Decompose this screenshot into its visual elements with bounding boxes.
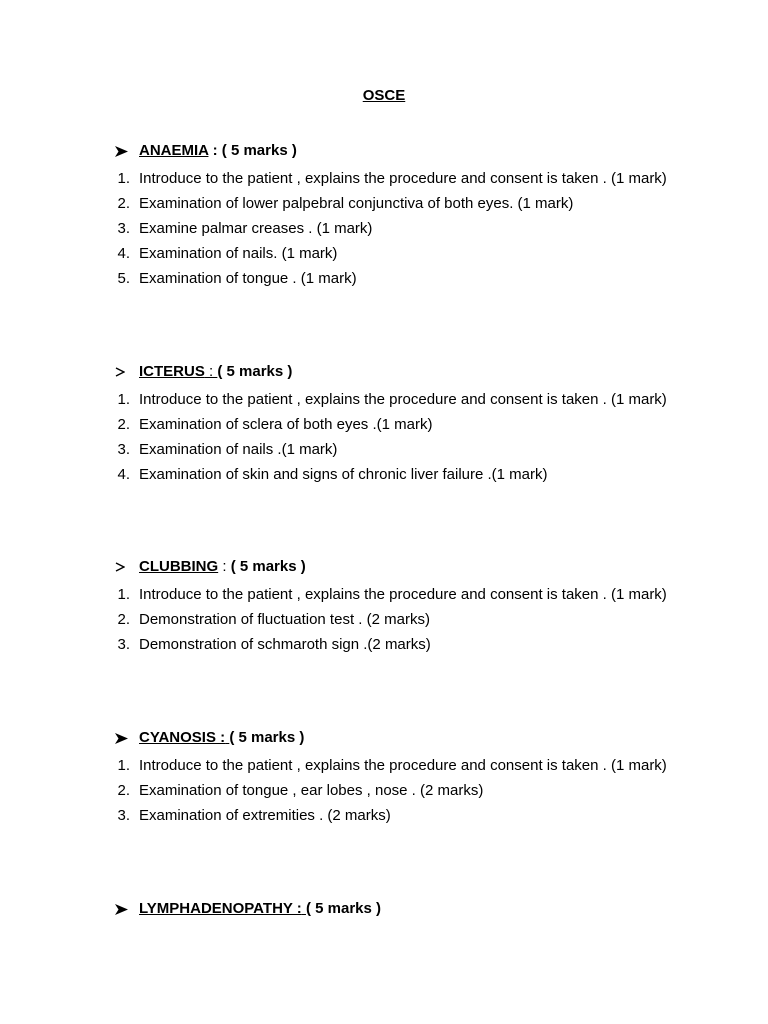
- document-title: OSCE: [362, 87, 406, 104]
- section-items: [0, 753, 768, 828]
- section-marks: ( 5 marks ): [221, 142, 297, 159]
- list-item: 2. Examination of sclera of both eyes .(1 mark): [0, 412, 768, 437]
- list-item: 1. Introduce to the patient , explains the procedure and consent is taken . (1 mark): [0, 387, 768, 412]
- list-item: 3. Examination of nails .(1 mark): [0, 437, 768, 462]
- list-item: 2. Examination of tongue , ear lobes , nose . (2 marks): [0, 778, 768, 803]
- section-marks: ( 5 marks ): [229, 729, 305, 746]
- item-number: 4.: [117, 245, 130, 262]
- section-heading: [0, 728, 768, 748]
- item-number: 4.: [117, 466, 130, 483]
- section-items: [0, 166, 768, 291]
- section-heading: [0, 141, 768, 161]
- section-name: ICTERUS: [139, 363, 205, 380]
- item-number: 5.: [117, 270, 130, 287]
- section-items: [0, 387, 768, 487]
- section-marks: ( 5 marks ): [305, 900, 382, 917]
- list-item: 2. Demonstration of fluctuation test . (2 marks): [0, 607, 768, 632]
- list-item: 4. Examination of skin and signs of chronic liver failure .(1 mark): [0, 462, 768, 487]
- section-cyanosis: [0, 728, 768, 828]
- list-item: 4. Examination of nails. (1 mark): [0, 241, 768, 266]
- section-name: CLUBBING: [139, 558, 219, 575]
- list-item: 1. Introduce to the patient , explains the procedure and consent is taken . (1 mark): [0, 753, 768, 778]
- section-separator: :: [218, 558, 231, 575]
- list-item: 1. Introduce to the patient , explains the procedure and consent is taken . (1 mark): [0, 166, 768, 191]
- item-number: 1.: [117, 170, 130, 187]
- section-separator: :: [204, 363, 218, 380]
- list-item: 3. Examination of extremities . (2 marks): [0, 803, 768, 828]
- section-separator: :: [208, 142, 222, 159]
- section-lymphadenopathy: [0, 899, 768, 919]
- item-number: 3.: [117, 220, 130, 237]
- section-name: ANAEMIA: [139, 142, 209, 159]
- list-item: 3. Examine palmar creases . (1 mark): [0, 216, 768, 241]
- section-name: LYMPHADENOPATHY :: [139, 900, 302, 917]
- section-clubbing: [0, 557, 768, 657]
- item-number: 1.: [117, 757, 130, 774]
- item-number: 3.: [117, 807, 130, 824]
- arrow-bullet-icon: [115, 557, 131, 577]
- item-number: 1.: [117, 391, 130, 408]
- item-number: 1.: [117, 586, 130, 603]
- section-heading: [0, 899, 768, 919]
- item-number: 3.: [117, 441, 130, 458]
- section-heading: [0, 362, 768, 382]
- list-item: 1. Introduce to the patient , explains the procedure and consent is taken . (1 mark): [0, 582, 768, 607]
- section-anaemia: [0, 141, 768, 291]
- list-item: 3. Demonstration of schmaroth sign .(2 marks): [0, 632, 768, 657]
- section-heading: [0, 557, 768, 577]
- section-marks: ( 5 marks ): [230, 558, 306, 575]
- arrow-bullet-icon: [115, 141, 131, 161]
- list-item: 5. Examination of tongue . (1 mark): [0, 266, 768, 291]
- section-marks: ( 5 marks ): [217, 363, 293, 380]
- item-number: 2.: [117, 195, 130, 212]
- item-number: 3.: [117, 636, 130, 653]
- section-items: [0, 582, 768, 657]
- arrow-bullet-icon: [115, 728, 131, 748]
- item-number: 2.: [117, 782, 130, 799]
- arrow-bullet-icon: [115, 362, 131, 382]
- section-icterus: [0, 362, 768, 487]
- section-name: CYANOSIS :: [139, 729, 226, 746]
- item-number: 2.: [117, 611, 130, 628]
- item-number: 2.: [117, 416, 130, 433]
- list-item: 2. Examination of lower palpebral conjunctiva of both eyes. (1 mark): [0, 191, 768, 216]
- arrow-bullet-icon: [115, 899, 131, 919]
